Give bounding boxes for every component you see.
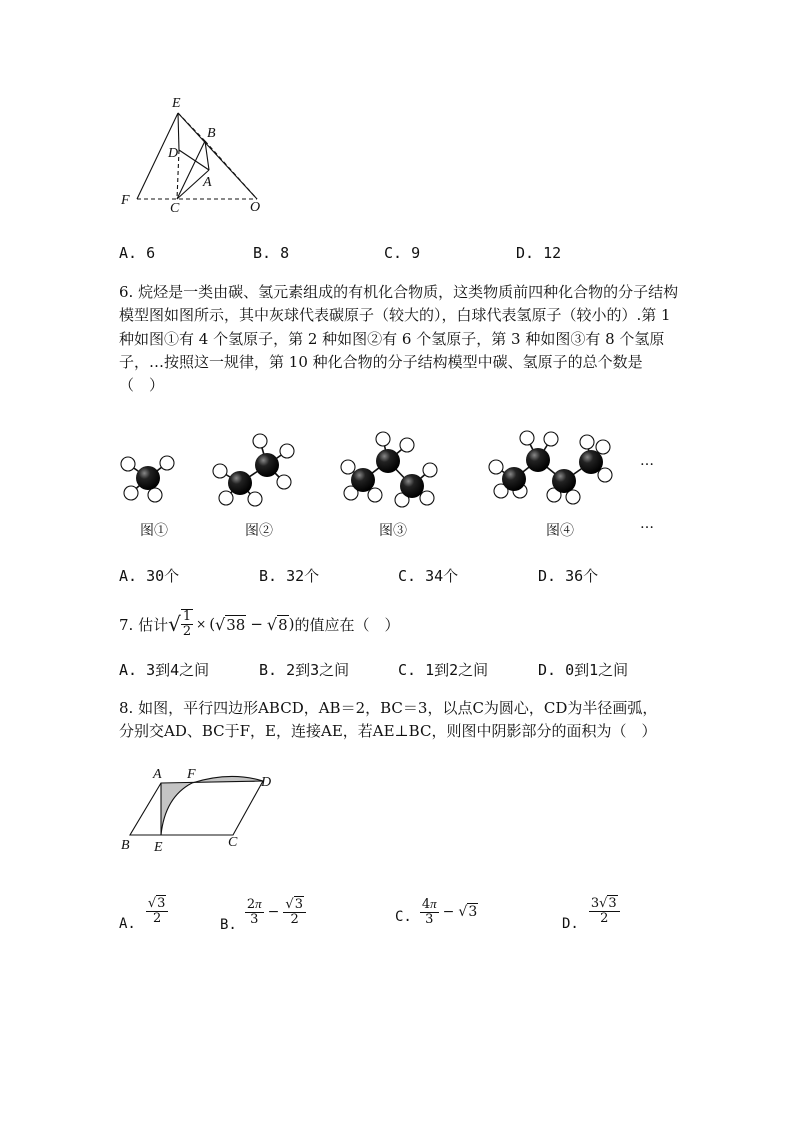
q8-label-D: D bbox=[261, 775, 272, 790]
q6-ellipsis-bottom: … bbox=[640, 516, 654, 532]
q6-caption-3: 图③ bbox=[379, 523, 407, 539]
q5-label-F: F bbox=[121, 193, 130, 208]
q8-option-b-letter: B. bbox=[220, 917, 237, 933]
q5-label-A: A bbox=[203, 175, 212, 190]
q7-question bbox=[119, 609, 400, 639]
q6-option-c: C. 34个 bbox=[398, 567, 459, 585]
q7-expression: √ $\frac{1}{2}$ × ( √ 38 − √ 8 ) bbox=[168, 609, 295, 639]
q8-figure bbox=[115, 765, 285, 850]
q5-option-a: A. 6 bbox=[119, 244, 156, 262]
q6-question-text: 6. 烷烃是一类由碳、氢元素组成的有机化合物质，这类物质前四种化合物的分子结构模型图如图所示，其中灰球代表碳原子（较大的），白球代表氢原子（较小的）.第 1 种如图①有 4 个氢原子，第 2 种如图②有 6 个氢原子，第 3 种如图③有 8 个氢原子，…按照这一规律，第 10 种化合物的分子结构模型中碳、氢原子的总个数是（ ） bbox=[119, 283, 679, 395]
q7-option-c: C. 1到2之间 bbox=[398, 661, 489, 679]
q7-option-a: A. 3到4之间 bbox=[119, 661, 210, 679]
q6-caption-1: 图① bbox=[140, 523, 168, 539]
q7-suffix: 的值应在（ ） bbox=[294, 615, 400, 634]
q8-option-c-letter: C. bbox=[395, 909, 412, 925]
q5-option-b: B. 8 bbox=[253, 244, 290, 262]
q8-label-F: F bbox=[187, 767, 196, 782]
q5-option-c: C. 9 bbox=[384, 244, 421, 262]
q8-option-d-letter: D. bbox=[562, 916, 579, 932]
q8-question-line2: 分别交AD、BC于F，E，连接AE，若AE⊥BC，则图中阴影部分的面积为（ ） bbox=[119, 722, 657, 740]
q7-prefix: 7. 估计 bbox=[119, 615, 169, 634]
q6-option-d: D. 36个 bbox=[538, 567, 599, 585]
q6-ellipsis-top: … bbox=[640, 453, 654, 469]
q8-option-a bbox=[119, 897, 168, 932]
q5-option-d: D. 12 bbox=[516, 244, 562, 262]
q8-option-b-value: $\frac{2\pi}{3}$ − $\frac{√3}{2}$ bbox=[245, 897, 306, 927]
q6-molecule-figures bbox=[115, 425, 675, 510]
q8-option-c bbox=[395, 897, 478, 931]
q8-option-d-value: $\frac{3√3}{2}$ bbox=[589, 897, 620, 926]
q5-label-C: C bbox=[170, 201, 180, 216]
q6-option-a: A. 30个 bbox=[119, 567, 180, 585]
q6-caption-4: 图④ bbox=[546, 523, 574, 539]
q8-option-a-letter: A. bbox=[119, 916, 136, 932]
q8-option-a-value: $\frac{√3}{2}$ bbox=[146, 897, 169, 926]
q8-option-c-value: $\frac{4\pi}{3}$ − √3 bbox=[421, 896, 478, 927]
q8-option-b bbox=[220, 897, 306, 933]
q5-label-E: E bbox=[172, 96, 181, 111]
q7-option-b: B. 2到3之间 bbox=[259, 661, 350, 679]
q5-label-D: D bbox=[168, 146, 179, 161]
q5-label-O: O bbox=[250, 200, 261, 215]
q8-label-A: A bbox=[153, 767, 162, 782]
q8-label-C: C bbox=[228, 835, 238, 850]
q7-option-d: D. 0到1之间 bbox=[538, 661, 629, 679]
q5-label-B: B bbox=[207, 126, 216, 141]
q6-option-b: B. 32个 bbox=[259, 567, 320, 585]
q6-caption-2: 图② bbox=[245, 523, 273, 539]
q8-option-d bbox=[562, 897, 620, 932]
q8-label-B: B bbox=[121, 838, 130, 853]
q8-question-line1: 8. 如图，平行四边形ABCD，AB＝2，BC＝3，以点C为圆心，CD为半径画弧， bbox=[119, 699, 658, 717]
q8-label-E: E bbox=[154, 840, 163, 855]
